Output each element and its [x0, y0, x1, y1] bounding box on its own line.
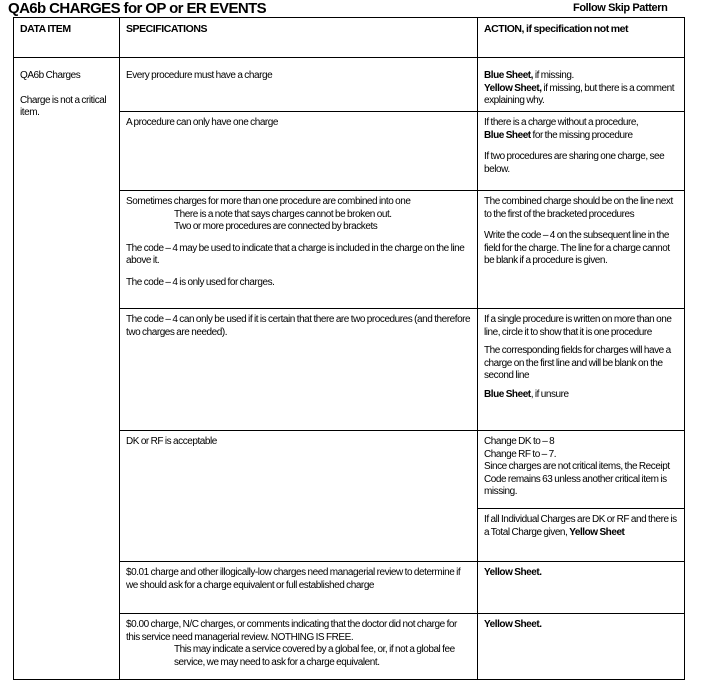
spec-cell	[120, 309, 478, 431]
action-cell	[478, 614, 685, 680]
header-action: ACTION, if specification not met	[478, 18, 685, 58]
spec-text: The code – 4 is only used for charges.	[126, 276, 275, 288]
action-text: Write the code – 4 on the subsequent line in the field for the charge. The line for a charge cannot be blank if a procedure is given.	[484, 230, 670, 266]
spec-text: Sometimes charges for more than one procedure are combined into one	[126, 196, 411, 207]
data-item-cell	[14, 58, 120, 680]
blue-sheet-label: Blue Sheet,	[484, 70, 534, 81]
spec-cell	[120, 614, 478, 680]
spec-text: There is a note that says charges cannot be broken out.	[174, 208, 392, 220]
yellow-sheet-label: Yellow Sheet.	[484, 567, 542, 578]
table-row	[14, 58, 685, 112]
action-text: Change RF to – 7.	[484, 448, 557, 460]
spec-text: This may indicate a service covered by a global fee, or, if not a global fee service, we may need to ask for a charge equivalent.	[174, 644, 455, 668]
spec-cell	[120, 562, 478, 614]
action-cell	[478, 309, 685, 431]
yellow-sheet-label: Yellow Sheet,	[484, 82, 542, 94]
spec-cell	[120, 431, 478, 562]
spec-table	[13, 17, 685, 680]
action-cell	[478, 431, 685, 509]
data-item-name: QA6b Charges	[20, 70, 81, 81]
action-cell	[478, 562, 685, 614]
action-text: The combined charge should be on the line next to the first of the bracketed procedures	[484, 196, 673, 220]
spec-text: The code – 4 may be used to indicate that a charge is included in the charge on the line above it.	[126, 242, 465, 266]
spec-cell	[120, 191, 478, 309]
header-specifications: SPECIFICATIONS	[120, 18, 478, 58]
spec-text: A procedure can only have one charge	[126, 117, 279, 128]
action-cell	[478, 509, 685, 562]
action-cell	[478, 191, 685, 309]
header-data-item: DATA ITEM	[14, 18, 120, 58]
spec-text: $0.01 charge and other illogically-low charges need managerial review to determine if we should ask for a charge equivalent or full established charge	[126, 567, 461, 591]
spec-text: The code – 4 can only be used if it is certain that there are two procedures (and therefore two charges are needed).	[126, 314, 471, 338]
blue-sheet-label: Blue Sheet	[484, 129, 531, 141]
action-text: If two procedures are sharing one charge, see below.	[484, 151, 665, 175]
action-detail: If there is a charge without a procedure,	[484, 117, 639, 128]
action-text	[484, 117, 678, 142]
table-header-row	[14, 18, 685, 58]
page-title: QA6b CHARGES for OP or ER EVENTS	[8, 0, 267, 17]
action-text	[484, 70, 678, 83]
action-cell	[478, 58, 685, 112]
blue-sheet-label: Blue Sheet	[484, 388, 531, 400]
action-text: Change DK to – 8	[484, 436, 555, 447]
action-detail: if missing, but there is a comment explaining why.	[484, 82, 675, 106]
yellow-sheet-label: Yellow Sheet	[569, 526, 625, 538]
spec-text: DK or RF is acceptable	[126, 436, 217, 447]
action-text: The corresponding fields for charges will have a charge on the first line and will be blank on the second line	[484, 345, 671, 381]
data-item-note: Charge is not a critical item.	[20, 94, 107, 118]
action-detail: for the missing procedure	[530, 129, 633, 141]
action-text	[484, 83, 678, 108]
yellow-sheet-label: Yellow Sheet.	[484, 619, 542, 630]
action-text: If a single procedure is written on more than one line, circle it to show that it is one procedure	[484, 314, 672, 338]
spec-text: Two or more procedures are connected by brackets	[174, 221, 378, 232]
spec-cell	[120, 112, 478, 191]
action-text	[484, 389, 678, 402]
action-text: Since charges are not critical items, the Receipt Code remains 63 unless another critical item is missing.	[484, 461, 670, 497]
action-detail: , if unsure	[530, 388, 569, 400]
action-detail: if missing.	[533, 70, 574, 81]
action-text	[484, 514, 678, 539]
spec-cell	[120, 58, 478, 112]
spec-text: $0.00 charge, N/C charges, or comments indicating that the doctor did not charge for this service need managerial review. NOTHING IS FREE.	[126, 619, 457, 643]
action-detail: If all Individual Charges are DK or RF and there is a Total Charge given,	[484, 514, 677, 538]
action-cell	[478, 112, 685, 191]
spec-text: Every procedure must have a charge	[126, 70, 273, 81]
skip-pattern-note: Follow Skip Pattern	[573, 2, 668, 14]
